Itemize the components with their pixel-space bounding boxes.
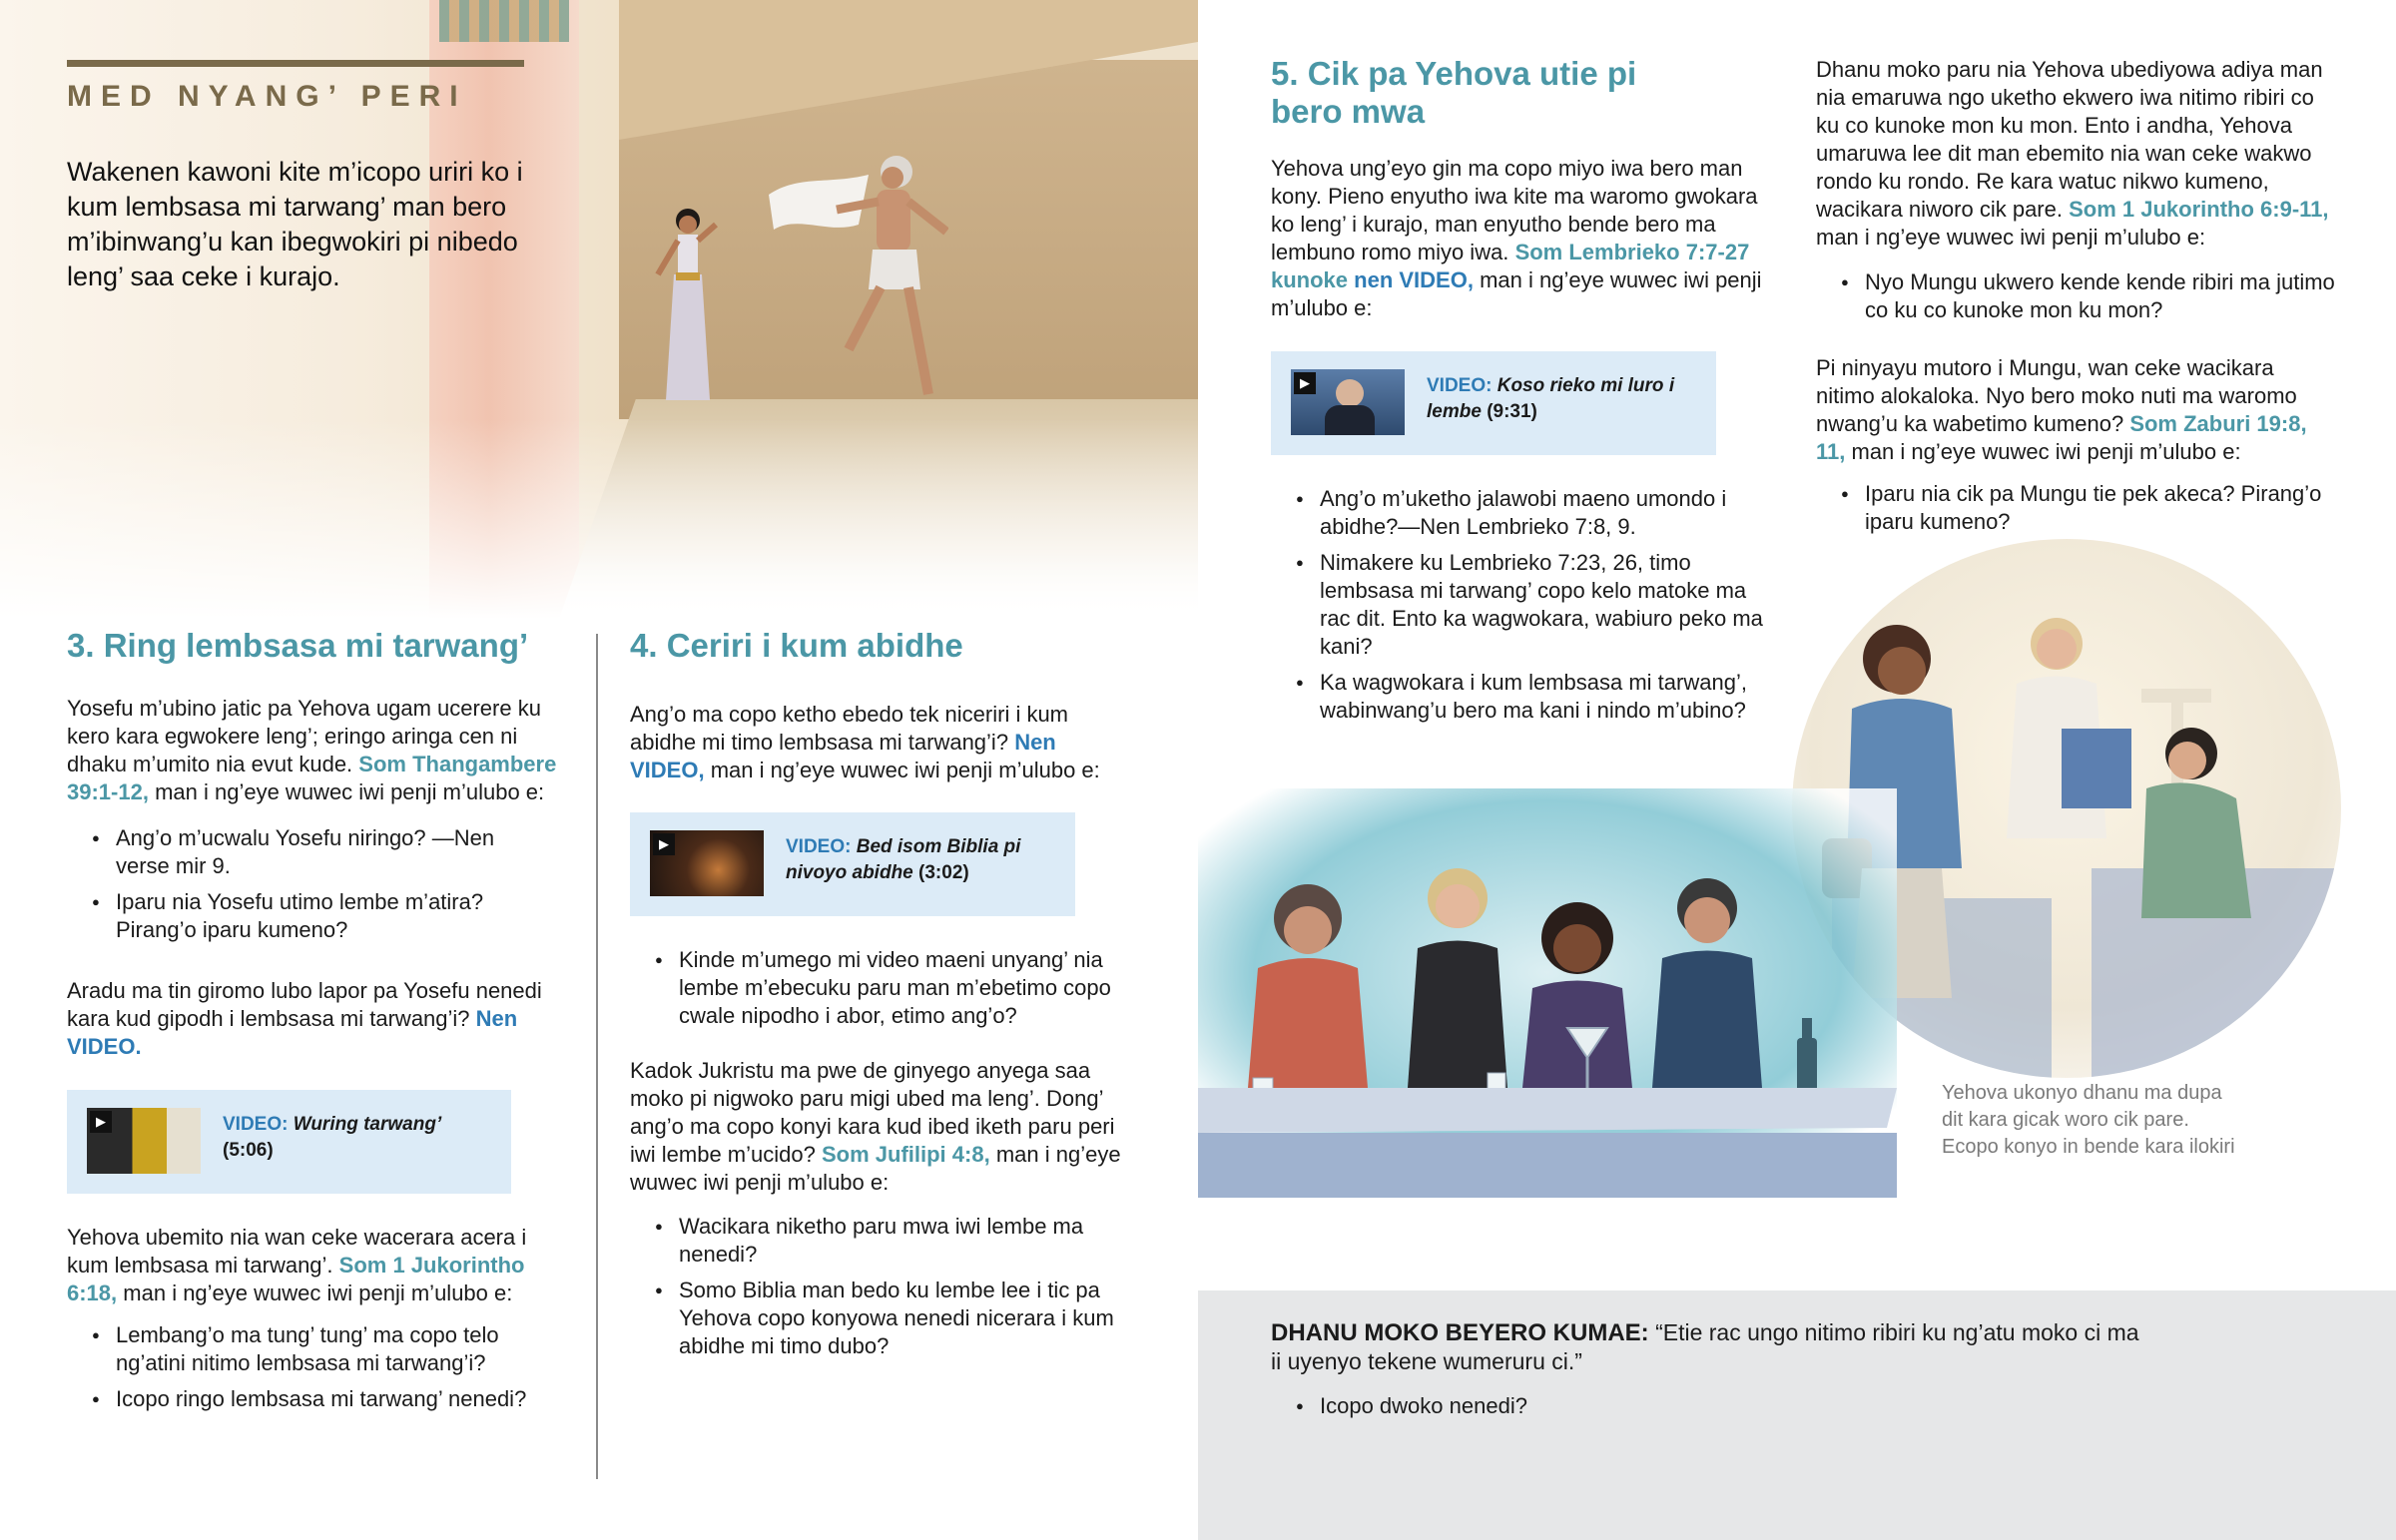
section-5-questions-3 bbox=[1841, 480, 2335, 544]
scripture-reference-link[interactable]: Som Zaburi 19:8, 11, bbox=[1816, 411, 2307, 464]
section-3-questions-1 bbox=[92, 824, 551, 952]
section-4-title: 4. Ceriri i kum abidhe bbox=[630, 627, 963, 664]
video-link[interactable]: Nen VIDEO, bbox=[630, 730, 1056, 782]
lesson-kicker: MED NYANG’ PERI bbox=[67, 80, 467, 113]
scripture-reference-link[interactable]: Som 1 Jukorintho 6:9-11, bbox=[2069, 197, 2329, 222]
section-3-title: 3. Ring lembsasa mi tarwang’ bbox=[67, 627, 529, 664]
video-thumbnail bbox=[650, 830, 764, 896]
scripture-reference-link[interactable]: Som 1 Jukorintho 6:18, bbox=[67, 1253, 525, 1305]
section-4-questions-2 bbox=[655, 1213, 1124, 1368]
section-4-paragraph-2: Kadok Jukristu ma pwe de ginyego anyega saa moko pi nigwoko paru migi ubed ma leng’. Dong’ ang’o ma copo konyi kara kud ibed iketh paru peri iwi lembe m’ucido? Som Jufilipi 4:8, man i ng’eye wuwec iwi penji m’ulubo e: bbox=[630, 1058, 1121, 1195]
video-koso-rieko[interactable]: ▶ VIDEO: Koso rieko mi luro i lembe (9:31) bbox=[1271, 351, 1716, 455]
play-icon[interactable]: ▶ bbox=[653, 833, 675, 855]
video-link[interactable]: Nen VIDEO. bbox=[67, 1006, 518, 1059]
objection-quote: “Etie rac ungo nitimo ribiri ku ng’atu moko ci ma ii uyenyo tekene wumeruru ci.” bbox=[1271, 1319, 2139, 1374]
section-5-paragraph-1: Yehova ung’eyo gin ma copo miyo iwa bero man kony. Pieno enyutho iwa kite ma waromo gwokara ko leng’ i kurajo, man enyutho bende bero ma lembuno romo miyo iwa. Som Lembrieko 7:7-27 kunoke nen VIDEO, man i ng’eye wuwec iwi penji m’ulubo e: bbox=[1271, 156, 1762, 320]
section-4-paragraph-1: Ang’o ma copo ketho ebedo tek niceriri i kum abidhe mi timo lembsasa mi tarwang’i? Nen VIDEO, man i ng’eye wuwec iwi penji m’ulubo e: bbox=[630, 702, 1100, 782]
question-item: ● Iparu nia cik pa Mungu tie pek akeca? Pirang’o iparu kumeno? bbox=[1841, 480, 2335, 536]
question-item: ● Nimakere ku Lembrieko 7:23, 26, timo lembsasa mi tarwang’ copo kelo matoke ma rac dit. Ento ka wagwokara, wabiuro peko ma kani? bbox=[1296, 549, 1775, 661]
video-duration: (3:02) bbox=[918, 862, 969, 883]
question-item: ● Ang’o m’ucwalu Yosefu niringo? —Nen verse mir 9. bbox=[92, 824, 551, 880]
section-5-questions-1 bbox=[1296, 485, 1775, 733]
objection-label: DHANU MOKO BEYERO KUMAE: bbox=[1271, 1319, 1649, 1346]
question-item: ● Ka wagwokara i kum lembsasa mi tarwang’, wabinwang’u bero ma kani i nindo m’ubino? bbox=[1296, 669, 1775, 725]
column-divider bbox=[596, 634, 598, 1479]
question-item: ● Somo Biblia man bedo ku lembe lee i tic pa Yehova copo konyowa nenedi nicerara i kum abidhe mi timo dubo? bbox=[655, 1277, 1124, 1360]
question-item: ● Lembang’o ma tung’ tung’ ma copo telo ng’atini nitimo lembsasa mi tarwang’i? bbox=[92, 1321, 571, 1377]
potiphar-wife-figure bbox=[654, 205, 718, 404]
kicker-rule bbox=[67, 60, 524, 67]
scripture-reference-link[interactable]: Som Jufilipi 4:8, bbox=[821, 1142, 990, 1167]
bar-people-figures bbox=[1198, 788, 1897, 1198]
lesson-intro: Wakenen kawoni kite m’icopo uriri ko i kum lembsasa mi tarwang’ man bero m’ibinwang’u kan ibegwokiri pi nibedo leng’ saa ceke i kurajo. bbox=[67, 157, 523, 291]
section-4-questions-1 bbox=[655, 946, 1124, 1038]
section-3-paragraph-2: Aradu ma tin giromo lubo lapor pa Yosefu nenedi kara kud gipodh i lembsasa mi tarwang’i? Nen VIDEO. bbox=[67, 978, 542, 1059]
video-thumbnail bbox=[1291, 369, 1405, 435]
video-thumbnail bbox=[87, 1108, 201, 1174]
question-item: ● Iparu nia Yosefu utimo lembe m’atira? Pirang’o iparu kumeno? bbox=[92, 888, 551, 944]
section-3-paragraph-1: Yosefu m’ubino jatic pa Yehova ugam ucerere ku kero kara egwokere leng’; eringo aringa cen ni dhaku m’umito nia evut kude. Som Thangambere 39:1-12, man i ng’eye wuwec iwi penji m’ulubo e: bbox=[67, 696, 557, 804]
section-5-paragraph-3: Pi ninyayu mutoro i Mungu, wan ceke wacikara nitimo alokaloka. Nyo bero moko nuti ma waromo nwang’u ka wabetimo kumeno? Som Zaburi 19:8, 11, man i ng’eye wuwec iwi penji m’ulubo e: bbox=[1816, 355, 2307, 464]
objection-statement bbox=[1271, 1318, 2139, 1376]
section-5-title: 5. Cik pa Yehova utie pi bero mwa bbox=[1271, 55, 1637, 130]
video-title: Koso rieko mi luro i lembe bbox=[1427, 375, 1675, 422]
video-title: Bed isom Biblia pi nivoyo abidhe bbox=[786, 836, 1021, 883]
question-item: ● Kinde m’umego mi video maeni unyang’ nia lembe m’ebecuku paru man m’ebetimo copo cwale nipodho i abor, etimo ang’o? bbox=[655, 946, 1124, 1030]
question-item: ● Ang’o m’uketho jalawobi maeno umondo i abidhe?—Nen Lembrieko 7:8, 9. bbox=[1296, 485, 1775, 541]
question-item: ● Wacikara niketho paru mwa iwi lembe ma nenedi? bbox=[655, 1213, 1124, 1269]
video-title: Wuring tarwang’ bbox=[293, 1114, 442, 1135]
illustration-caption: Yehova ukonyo dhanu ma dupa dit kara gicak woro cik pare. Ecopo konyo in bende kara ilokiri bbox=[1942, 1082, 2235, 1158]
section-5-questions-2 bbox=[1841, 268, 2335, 332]
play-icon[interactable]: ▶ bbox=[1294, 372, 1316, 394]
video-bed-isom-biblia[interactable]: ▶ VIDEO: Bed isom Biblia pi nivoyo abidhe (3:02) bbox=[630, 812, 1075, 916]
section-5-paragraph-2: Dhanu moko paru nia Yehova ubediyowa adiya man nia emaruwa ngo uketho ekwero iwa nitimo ribiri co ku co kunoke mon ku mon. Ento i andha, Yehova umaruwa lee dit man ebemito nia wan ceke wakwo rondo ku rondo. Re kara watuc nikwo kumeno, wacikara niworo cik pare. Som 1 Jukorintho 6:9-11, man i ng’eye wuwec iwi penji m’ulubo e: bbox=[1816, 57, 2329, 250]
joseph-figure bbox=[829, 150, 948, 399]
objection-panel bbox=[1198, 1290, 2396, 1540]
video-link[interactable]: nen VIDEO, bbox=[1354, 267, 1474, 292]
section-3-questions-2 bbox=[92, 1321, 571, 1421]
video-duration: (9:31) bbox=[1487, 401, 1537, 422]
question-item: ● Icopo dwoko nenedi? bbox=[1296, 1392, 2095, 1420]
scripture-reference-link[interactable]: Som Thangambere 39:1-12, bbox=[67, 752, 557, 804]
bar-scene-illustration bbox=[1198, 788, 1897, 1198]
question-item: ● Nyo Mungu ukwero kende kende ribiri ma jutimo co ku co kunoke mon ku mon? bbox=[1841, 268, 2335, 324]
objection-questions bbox=[1296, 1392, 2095, 1428]
scripture-reference-link[interactable]: Som Lembrieko 7:7-27 kunoke bbox=[1271, 240, 1750, 292]
video-duration: (5:06) bbox=[223, 1140, 274, 1161]
question-item: ● Icopo ringo lembsasa mi tarwang’ nenedi? bbox=[92, 1385, 571, 1413]
video-wuring-tarwang[interactable]: ▶ VIDEO: Wuring tarwang’ (5:06) bbox=[67, 1090, 511, 1194]
section-3-paragraph-3: Yehova ubemito nia wan ceke wacerara acera i kum lembsasa mi tarwang’. Som 1 Jukorintho 6:18, man i ng’eye wuwec iwi penji m’ulubo e: bbox=[67, 1225, 527, 1305]
play-icon[interactable]: ▶ bbox=[90, 1111, 112, 1133]
